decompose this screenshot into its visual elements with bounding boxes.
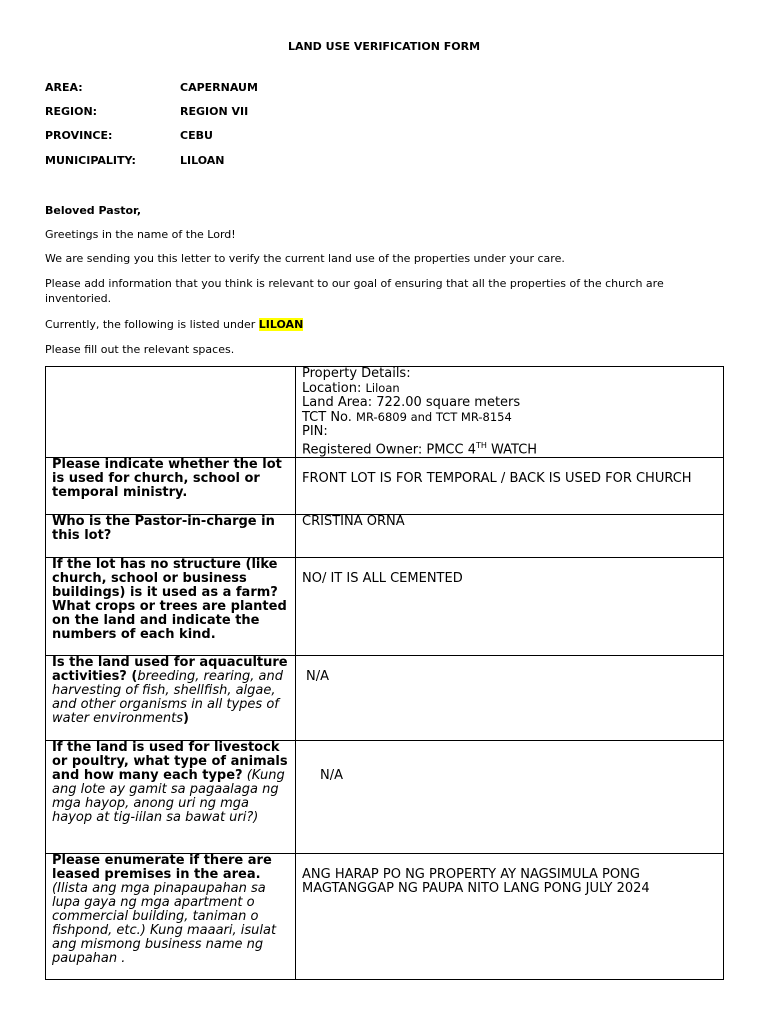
question-cell: If the lot has no structure (like church, school or business buildings) is it used as a farm? What crops or trees are planted on the land and indicate the numbers of each kind. <box>46 558 296 656</box>
province-value: CEBU <box>180 129 213 142</box>
question-cell: Who is the Pastor-in-charge in this lot? <box>46 515 296 558</box>
answer-cell: CRISTINA ORNA <box>296 515 724 558</box>
request-text: Please add information that you think is relevant to our goal of ensuring that all the properties of the church are inventoried. <box>45 277 664 305</box>
property-tct: TCT No. MR-6809 and TCT MR-8154 <box>302 410 512 425</box>
question-cell: If the land is used for livestock or poultry, what type of animals and how many each type? (Kung ang lote ay gamit sa pagaalaga ng mga hayop, anong uri ng mga hayop at tig-iilan sa bawat uri?) <box>46 741 296 854</box>
question-cell: Is the land used for aquaculture activities? (breeding, rearing, and harvesting of fish, shellfish, algae, and other organisms in all types of water environments) <box>46 656 296 741</box>
instruction-text: Please fill out the relevant spaces. <box>45 343 235 356</box>
answer-cell <box>296 854 724 980</box>
question-cell: Please indicate whether the lot is used for church, school or temporal ministry. <box>46 458 296 515</box>
intro-text: We are sending you this letter to verify the current land use of the properties under your care. <box>45 252 565 265</box>
answer-cell <box>296 741 724 854</box>
greeting: Greetings in the name of the Lord! <box>45 228 236 241</box>
answer-cell <box>296 458 724 515</box>
table-row <box>46 558 724 656</box>
salutation: Beloved Pastor, <box>45 204 142 217</box>
property-owner: Registered Owner: PMCC 4TH WATCH <box>302 441 538 458</box>
question-note: breeding, rearing, and harvesting of fish, shellfish, algae, and other organisms in all types of water environments <box>52 669 284 727</box>
listed-text <box>45 317 685 332</box>
area-value: CAPERNAUM <box>180 81 258 94</box>
property-heading: Property Details: <box>302 366 411 381</box>
table-row <box>46 458 724 515</box>
municipality-value: LILOAN <box>180 154 225 167</box>
property-details-cell <box>296 367 724 458</box>
table-row <box>46 741 724 854</box>
answer-cell <box>296 558 724 656</box>
answer-text: FRONT LOT IS FOR TEMPORAL / BACK IS USED FOR CHURCH <box>302 471 692 487</box>
answer-text: ANG HARAP PO NG PROPERTY AY NAGSIMULA PONG MAGTANGGAP NG PAUPA NITO LANG PONG JULY 2024 <box>302 867 650 897</box>
region-value: REGION VII <box>180 105 249 118</box>
table-row <box>46 656 724 741</box>
question-cell: Please enumerate if there are leased premises in the area. (Ilista ang mga pinapaupahan sa lupa gaya ng mga apartment o commercial building, taniman o fishpond, etc.) Kung maaari, isulat ang mismong business name ng paupahan . <box>46 854 296 980</box>
table-row <box>46 854 724 980</box>
answer-cell <box>296 656 724 741</box>
answer-text: N/A <box>320 768 343 784</box>
form-title: LAND USE VERIFICATION FORM <box>287 40 481 53</box>
property-pin: PIN: <box>302 424 328 439</box>
question-note: (Kung ang lote ay gamit sa pagaalaga ng mga hayop, anong uri ng mga hayop at tig-iilan sa bawat uri?) <box>52 768 285 826</box>
province-label: PROVINCE: <box>45 129 113 142</box>
property-row <box>46 367 724 458</box>
table-row <box>46 515 724 558</box>
answer-text: N/A <box>306 669 329 685</box>
listed-prefix: Currently, the following is listed under <box>45 318 259 331</box>
property-land-area: Land Area: 722.00 square meters <box>302 395 521 410</box>
listed-place-highlight: LILOAN <box>258 318 304 331</box>
answer-text: NO/ IT IS ALL CEMENTED <box>302 571 463 587</box>
property-blank-cell <box>46 367 296 458</box>
verification-table <box>45 366 724 980</box>
municipality-label: MUNICIPALITY: <box>45 154 136 167</box>
property-location: Location: Liloan <box>302 381 400 396</box>
area-label: AREA: <box>45 81 83 94</box>
question-note: (Ilista ang mga pinapaupahan sa lupa gaya ng mga apartment o commercial building, taniman o fishpond, etc.) Kung maaari, isulat ang mismong business name ng paupahan . <box>52 881 277 967</box>
region-label: REGION: <box>45 105 98 118</box>
